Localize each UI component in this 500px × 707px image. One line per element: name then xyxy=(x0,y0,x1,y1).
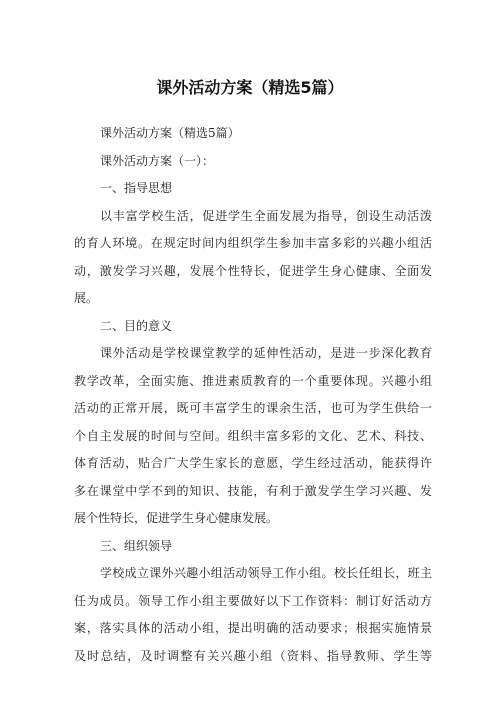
paragraph-line: 学校成立课外兴趣小组活动领导工作小组。校长任组长，班主 xyxy=(100,566,432,580)
paragraph-line: 展。 xyxy=(74,291,99,305)
paragraph-line: 多在课堂中学不到的知识、技能，有利于激发学生学习兴趣、发 xyxy=(74,483,432,498)
paragraph-line: 任为成员。领导工作小组主要做好以下工作资料：制订好活动方 xyxy=(74,593,432,608)
paragraph-line: 展个性特长，促进学生身心健康发展。 xyxy=(74,511,279,525)
paragraph-line: 活动的正常开展，既可丰富学生的课余生活，也可为学生供给一 xyxy=(74,401,432,415)
paragraph-line: 及时总结，及时调整有关兴趣小组（资料、指导教师、学生等 xyxy=(74,648,432,663)
paragraph-line: 的育人环境。在规定时间内组织学生参加丰富多彩的兴趣小组活 xyxy=(74,236,432,250)
paragraph-line: 以丰富学校生活，促进学生全面发展为指导，创设生动活泼 xyxy=(100,208,432,223)
section-heading: 一、指导思想 xyxy=(100,181,173,195)
section-heading: 三、组织领导 xyxy=(100,538,173,553)
subtitle-line: 课外活动方案（精选5篇） xyxy=(100,126,240,140)
section-heading: 课外活动方案（一）： xyxy=(100,153,215,168)
paragraph-line: 课外活动是学校课堂教学的延伸性活动，是进一步深化教育 xyxy=(100,346,432,360)
document-title: 课外活动方案（精选5篇） xyxy=(156,78,344,97)
section-heading: 二、目的意义 xyxy=(100,318,173,333)
paragraph-line: 个自主发展的时间与空间。组织丰富多彩的文化、艺术、科技、 xyxy=(74,428,432,443)
paragraph-line: 动，激发学习兴趣，发展个性特长，促进学生身心健康、全面发 xyxy=(74,263,432,278)
paragraph-line: 案，落实具体的活动小组，提出明确的活动要求；根据实施情景 xyxy=(74,621,432,635)
paragraph-line: 教学改革，全面实施、推进素质教育的一个重要体现。兴趣小组 xyxy=(74,373,432,388)
document-body xyxy=(74,120,432,670)
paragraph-line: 体育活动，贴合广大学生家长的意愿，学生经过活动，能获得许 xyxy=(74,456,432,470)
